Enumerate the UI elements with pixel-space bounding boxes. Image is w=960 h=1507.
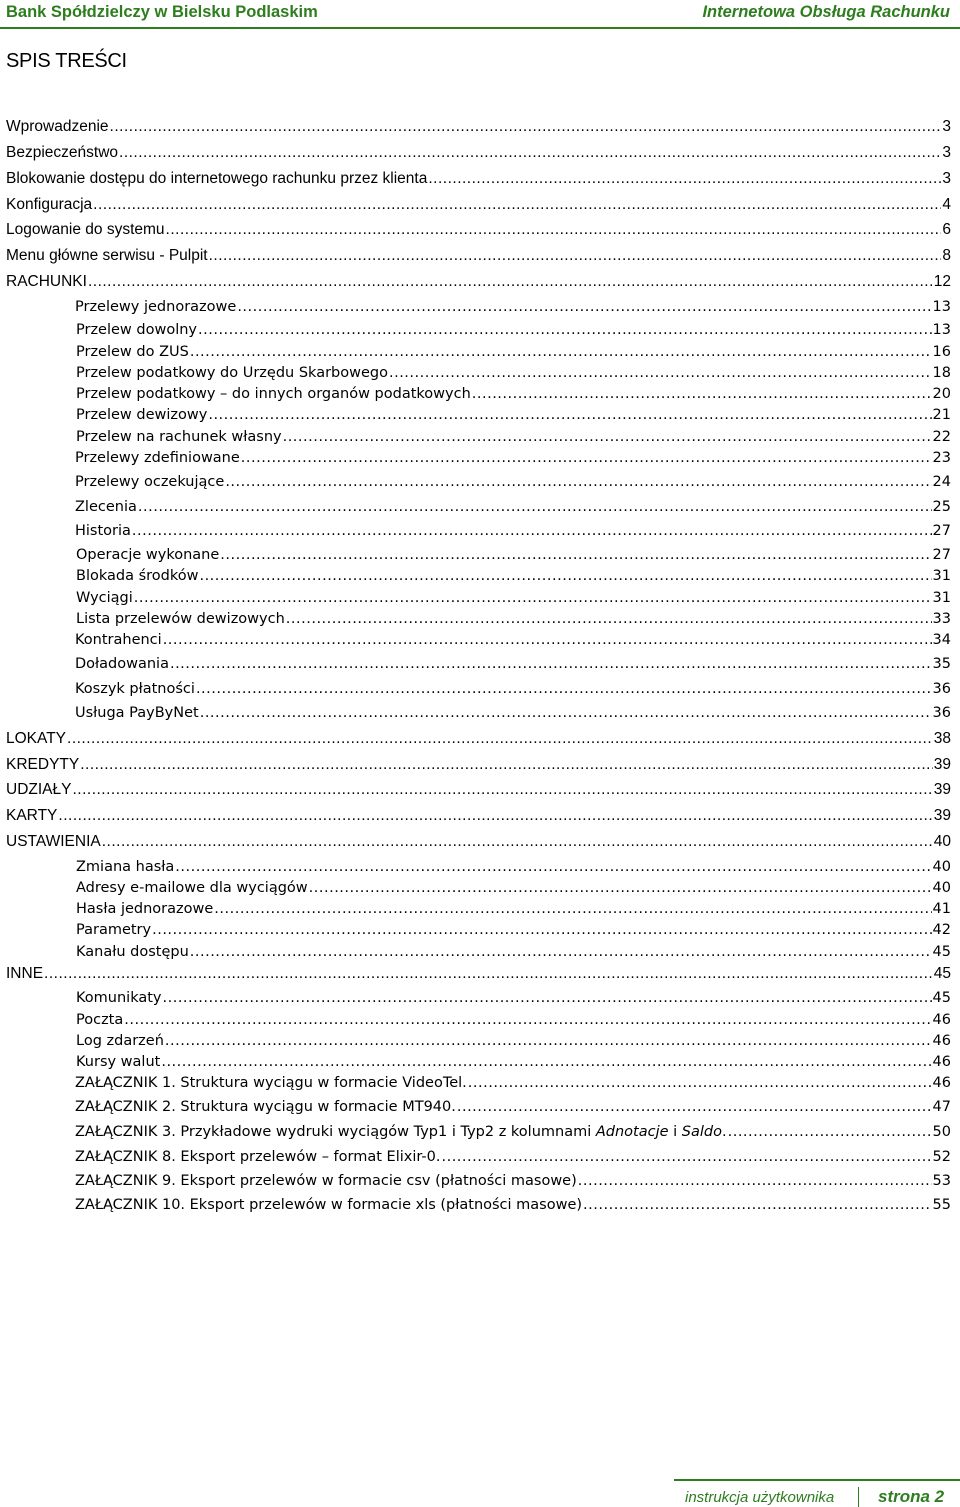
bank-name: Bank Spółdzielczy w Bielsku Podlaskim (6, 3, 318, 21)
toc-entry[interactable]: ZAŁĄCZNIK 8. Eksport przelewów – format Elixir-0. ..... 52 (75, 1150, 951, 1165)
toc-entry[interactable]: Koszyk płatności ..... 36 (75, 682, 951, 697)
toc-entry[interactable]: Przelewy oczekujące ..... 24 (75, 475, 951, 490)
toc-entry[interactable]: Poczta ..... 46 (76, 1013, 951, 1028)
toc-entry[interactable]: Przelewy jednorazowe ..... 13 (75, 300, 951, 315)
toc-entry[interactable]: ZAŁĄCZNIK 2. Struktura wyciągu w formacie MT940. ..... 47 (75, 1100, 951, 1115)
footer-rule (674, 1479, 960, 1481)
toc-entry[interactable]: Przelew dowolny ..... 13 (76, 323, 951, 338)
toc-entry[interactable]: Zmiana hasła ..... 40 (76, 860, 951, 875)
page-footer (0, 1479, 960, 1507)
toc-entry[interactable]: RACHUNKI ..... 12 (6, 274, 951, 290)
toc-entry[interactable]: INNE ..... 45 (6, 966, 951, 982)
toc-entry[interactable]: Operacje wykonane ..... 27 (76, 548, 951, 563)
toc-entry[interactable]: Lista przelewów dewizowych ..... 33 (76, 612, 951, 627)
toc-entry[interactable]: Blokada środków ..... 31 (76, 569, 951, 584)
toc-entry[interactable]: Usługa PayByNet ..... 36 (75, 706, 951, 721)
toc-entry[interactable]: Blokowanie dostępu do internetowego rachunku przez klienta ..... 3 (6, 171, 951, 187)
page-header (0, 0, 960, 29)
toc-entry[interactable]: KREDYTY ..... 39 (6, 757, 951, 773)
toc-entry[interactable]: Doładowania ..... 35 (75, 657, 951, 672)
toc-entry[interactable]: Przelew do ZUS ..... 16 (76, 345, 951, 360)
toc-entry[interactable]: Zlecenia ..... 25 (75, 500, 951, 515)
footer-separator (858, 1487, 859, 1507)
toc-entry[interactable]: Wprowadzenie ..... 3 (6, 119, 951, 135)
toc-entry[interactable]: Przelew podatkowy do Urzędu Skarbowego ..... 18 (76, 366, 951, 381)
toc-entry[interactable]: Bezpieczeństwo ..... 3 (6, 145, 951, 161)
toc-entry[interactable]: Przelew podatkowy – do innych organów podatkowych ..... 20 (76, 387, 951, 402)
toc-entry[interactable]: Kursy walut ..... 46 (76, 1055, 951, 1070)
toc-title: SPIS TREŚCI (6, 50, 127, 72)
toc-entry[interactable]: Przelew na rachunek własny ..... 22 (76, 430, 951, 445)
toc-entry[interactable]: Kanału dostępu ..... 45 (76, 945, 951, 960)
toc-entry[interactable]: Komunikaty ..... 45 (76, 991, 951, 1006)
toc-entry[interactable]: ZAŁĄCZNIK 10. Eksport przelewów w formacie xls (płatności masowe) ..... 55 (75, 1198, 951, 1213)
toc-entry[interactable]: Parametry ..... 42 (76, 923, 951, 938)
toc-entry[interactable]: ZAŁĄCZNIK 9. Eksport przelewów w formacie csv (płatności masowe) ..... 53 (75, 1174, 951, 1189)
toc-entry[interactable]: Menu główne serwisu - Pulpit ..... 8 (6, 248, 951, 264)
toc-entry[interactable]: Konfiguracja ..... 4 (6, 197, 951, 213)
toc-entry[interactable]: Wyciągi ..... 31 (76, 591, 951, 606)
toc-entry[interactable]: UDZIAŁY ..... 39 (6, 782, 951, 798)
system-name: Internetowa Obsługa Rachunku (702, 3, 950, 21)
toc-entry[interactable]: ZAŁĄCZNIK 3. Przykładowe wydruki wyciągów Typ1 i Typ2 z kolumnami Adnotacje i Saldo. ..... 50 (75, 1125, 951, 1140)
toc-entry[interactable]: Historia ..... 27 (75, 524, 951, 539)
toc-entry[interactable]: Logowanie do systemu ..... 6 (6, 222, 951, 238)
footer-label: instrukcja użytkownika (685, 1489, 835, 1506)
toc-entry[interactable]: Przelew dewizowy ..... 21 (76, 408, 951, 423)
footer-page-number: strona 2 (878, 1487, 945, 1506)
toc-entry[interactable]: Log zdarzeń ..... 46 (76, 1034, 951, 1049)
toc-entry[interactable]: KARTY ..... 39 (6, 808, 951, 824)
toc-entry[interactable]: Hasła jednorazowe ..... 41 (76, 902, 951, 917)
toc-entry[interactable]: Przelewy zdefiniowane ..... 23 (75, 451, 951, 466)
toc-entry[interactable]: LOKATY ..... 38 (6, 731, 951, 747)
toc-entry[interactable]: USTAWIENIA ..... 40 (6, 834, 951, 850)
toc-entry[interactable]: Kontrahenci ..... 34 (75, 633, 951, 648)
toc-entry[interactable]: ZAŁĄCZNIK 1. Struktura wyciągu w formacie VideoTel. ..... 46 (75, 1076, 951, 1091)
toc-entry[interactable]: Adresy e-mailowe dla wyciągów ..... 40 (76, 881, 951, 896)
